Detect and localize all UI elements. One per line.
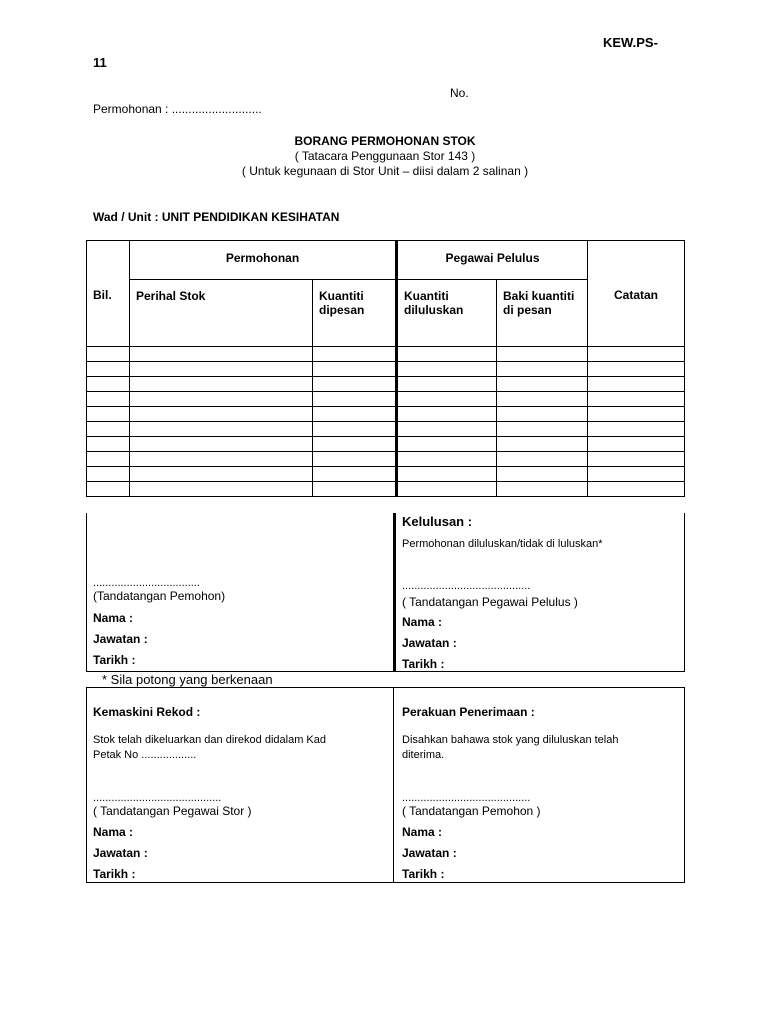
stock-request-table — [86, 240, 685, 497]
note-text: * Sila potong yang berkenaan — [102, 672, 273, 687]
table-row[interactable] — [87, 347, 685, 362]
header-kuantiti-diluluskan: Kuantiti diluluskan — [397, 280, 497, 347]
applicant-tarikh-field[interactable]: Tarikh : — [93, 653, 136, 667]
form-subtitle-2: ( Untuk kegunaan di Stor Unit – diisi dalam 2 salinan ) — [241, 164, 529, 178]
kelulusan-heading: Kelulusan : — [402, 514, 473, 529]
form-code-number: 11 — [93, 55, 107, 70]
approver-signature-caption: ( Tandatangan Pegawai Pelulus ) — [402, 595, 578, 609]
kemaskini-rekod-text-2: Petak No .................. — [93, 749, 197, 761]
receiver-tarikh-field[interactable]: Tarikh : — [402, 867, 445, 881]
receiver-nama-field[interactable]: Nama : — [402, 825, 443, 839]
table-row[interactable] — [87, 437, 685, 452]
perakuan-penerimaan-text-1: Disahkan bahawa stok yang diluluskan telah — [402, 734, 619, 746]
store-officer-nama-field[interactable]: Nama : — [93, 825, 134, 839]
form-title: BORANG PERMOHONAN STOK — [294, 134, 476, 148]
table-row[interactable] — [87, 482, 685, 497]
permohonan-label: Permohonan : ........................... — [93, 102, 262, 116]
store-officer-tarikh-field[interactable]: Tarikh : — [93, 867, 136, 881]
header-permohonan: Permohonan — [130, 241, 397, 280]
form-code: KEW.PS- — [603, 35, 658, 50]
receiver-jawatan-field[interactable]: Jawatan : — [402, 846, 457, 860]
applicant-nama-field[interactable]: Nama : — [93, 611, 134, 625]
header-pegawai-pelulus: Pegawai Pelulus — [397, 241, 588, 280]
approver-signature-line[interactable]: .......................................... — [402, 580, 531, 592]
applicant-signature-caption: (Tandatangan Pemohon) — [93, 589, 226, 603]
header-kuantiti-dipesan: Kuantiti dipesan — [313, 280, 397, 347]
approver-nama-field[interactable]: Nama : — [402, 615, 443, 629]
table-row[interactable] — [87, 452, 685, 467]
perakuan-penerimaan-heading: Perakuan Penerimaan : — [402, 705, 535, 719]
table-row[interactable] — [87, 377, 685, 392]
approver-tarikh-field[interactable]: Tarikh : — [402, 657, 445, 671]
header-baki-kuantiti: Baki kuantiti di pesan — [497, 280, 588, 347]
signature-divider — [393, 513, 396, 671]
table-row[interactable] — [87, 407, 685, 422]
kemaskini-rekod-text-1: Stok telah dikeluarkan dan direkod didalam Kad — [93, 734, 326, 746]
table-row[interactable] — [87, 422, 685, 437]
applicant-signature-line[interactable]: ................................... — [93, 577, 200, 589]
table-row[interactable] — [87, 362, 685, 377]
header-bil: Bil. — [87, 241, 130, 347]
receiver-signature-caption: ( Tandatangan Pemohon ) — [402, 804, 541, 818]
applicant-jawatan-field[interactable]: Jawatan : — [93, 632, 148, 646]
form-subtitle-1: ( Tatacara Penggunaan Stor 143 ) — [294, 149, 476, 163]
store-officer-jawatan-field[interactable]: Jawatan : — [93, 846, 148, 860]
kemaskini-rekod-heading: Kemaskini Rekod : — [93, 705, 201, 719]
store-officer-signature-caption: ( Tandatangan Pegawai Stor ) — [93, 804, 252, 818]
table-row[interactable] — [87, 392, 685, 407]
wad-unit-label: Wad / Unit : UNIT PENDIDIKAN KESIHATAN — [93, 210, 340, 224]
perakuan-penerimaan-text-2: diterima. — [402, 749, 445, 761]
table-row[interactable] — [87, 467, 685, 482]
no-label: No. — [450, 86, 469, 100]
header-catatan: Catatan — [588, 241, 685, 347]
header-perihal-stok: Perihal Stok — [130, 280, 313, 347]
approver-jawatan-field[interactable]: Jawatan : — [402, 636, 457, 650]
kelulusan-text: Permohonan diluluskan/tidak di luluskan* — [402, 538, 603, 550]
store-officer-signature-line[interactable]: .......................................... — [93, 792, 222, 804]
bottom-divider — [393, 687, 394, 882]
receiver-signature-line[interactable]: .......................................... — [402, 792, 531, 804]
